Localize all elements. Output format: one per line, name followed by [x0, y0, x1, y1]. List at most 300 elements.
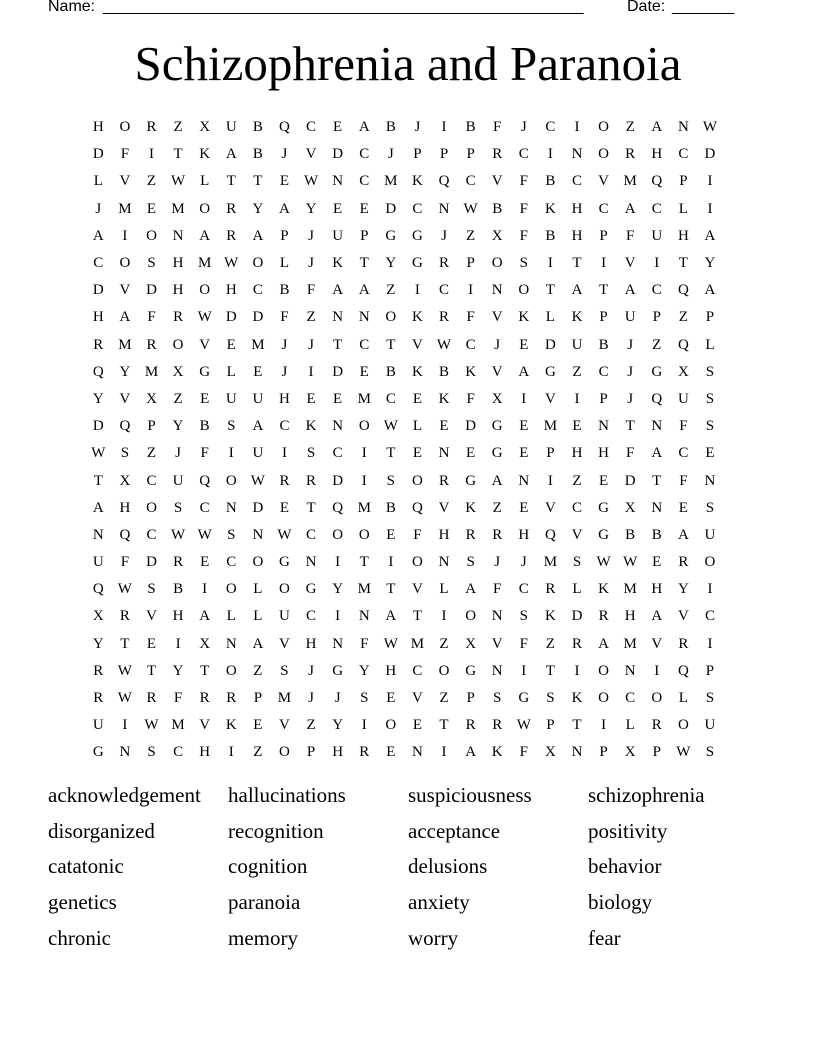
grid-letter: Y — [252, 200, 264, 217]
grid-letter: C — [571, 173, 582, 190]
grid-letter: C — [359, 173, 370, 190]
grid-letter: V — [412, 336, 423, 353]
grid-letter: R — [492, 526, 503, 543]
grid-letter: V — [279, 717, 290, 734]
grid-letter: K — [332, 255, 344, 272]
grid-letter: V — [119, 173, 131, 190]
grid-letter: H — [598, 445, 609, 462]
grid-letter: H — [571, 445, 583, 462]
grid-letter: Y — [92, 390, 104, 407]
grid-letter: W — [383, 418, 398, 435]
grid-letter: Z — [652, 336, 662, 353]
grid-letter: I — [308, 363, 314, 380]
grid-letter: H — [225, 282, 237, 299]
grid-letter: X — [624, 499, 636, 516]
grid-letter: Y — [172, 418, 184, 435]
grid-letter: P — [253, 690, 263, 707]
grid-letter: N — [225, 635, 237, 652]
grid-letter: C — [598, 200, 609, 217]
grid-letter: O — [598, 690, 609, 707]
grid-letter: Y — [704, 255, 716, 272]
grid-row — [85, 114, 723, 141]
grid-letter: R — [306, 472, 317, 489]
grid-letter: A — [518, 363, 530, 380]
grid-letter: U — [704, 717, 716, 734]
word-list-item: acknowledgement — [48, 783, 201, 807]
grid-letter: O — [146, 499, 157, 516]
grid-letter: V — [491, 173, 503, 190]
grid-letter: Q — [651, 390, 663, 407]
grid-letter: L — [412, 418, 422, 435]
word-list-item: anxiety — [408, 890, 470, 915]
grid-letter: L — [705, 336, 715, 353]
grid-letter: I — [547, 255, 553, 272]
grid-letter: A — [252, 227, 264, 244]
grid-letter: J — [334, 690, 341, 707]
grid-letter: V — [491, 363, 503, 380]
grid-letter: P — [652, 309, 661, 326]
grid-letter: N — [332, 173, 344, 190]
grid-letter: Z — [306, 309, 316, 326]
grid-letter: O — [199, 282, 211, 299]
grid-letter: B — [598, 336, 609, 353]
grid-letter: O — [385, 717, 397, 734]
grid-letter: S — [306, 445, 316, 462]
grid-row — [85, 223, 723, 250]
grid-letter: A — [358, 119, 370, 136]
grid-letter: Q — [544, 526, 556, 543]
grid-letter: G — [651, 363, 663, 380]
grid-letter: F — [466, 390, 475, 407]
grid-letter: Z — [545, 635, 555, 652]
grid-letter: Z — [466, 227, 476, 244]
grid-letter: K — [412, 309, 423, 326]
date-label: Date: — [627, 0, 666, 15]
grid-letter: Y — [385, 255, 397, 272]
grid-letter: G — [491, 418, 503, 435]
grid-letter: C — [412, 662, 423, 679]
grid-letter: H — [92, 119, 104, 136]
grid-letter: G — [598, 499, 609, 516]
grid-letter: I — [547, 472, 553, 489]
grid-letter: P — [466, 690, 475, 707]
grid-letter: I — [707, 173, 713, 190]
grid-letter: L — [226, 608, 236, 625]
word-list — [48, 780, 788, 958]
grid-letter: K — [412, 173, 423, 190]
grid-letter: C — [704, 608, 715, 625]
grid-letter: I — [468, 282, 474, 299]
grid-letter: D — [92, 282, 104, 299]
name-field[interactable]: ______________________________________________________ — [103, 0, 584, 15]
grid-letter: L — [93, 173, 103, 190]
grid-letter: G — [385, 227, 397, 244]
grid-letter: F — [147, 309, 156, 326]
grid-letter: J — [308, 662, 314, 679]
grid-letter: A — [92, 227, 104, 244]
grid-letter: J — [520, 554, 527, 571]
grid-letter: P — [679, 173, 688, 190]
grid-letter: A — [651, 445, 663, 462]
grid-row — [85, 739, 723, 766]
grid-letter: M — [623, 173, 637, 190]
grid-row — [85, 522, 723, 549]
grid-letter: P — [652, 744, 661, 761]
grid-letter: U — [624, 309, 636, 326]
grid-letter: E — [359, 363, 369, 380]
grid-letter: U — [279, 608, 290, 625]
grid-letter: J — [494, 554, 501, 571]
grid-letter: N — [518, 472, 530, 489]
grid-letter: Y — [172, 662, 184, 679]
grid-letter: U — [677, 390, 689, 407]
grid-letter: O — [252, 255, 264, 272]
grid-letter: T — [173, 146, 183, 163]
grid-letter: E — [386, 526, 396, 543]
grid-letter: D — [332, 472, 344, 489]
grid-letter: H — [571, 227, 583, 244]
grid-letter: D — [332, 363, 344, 380]
grid-letter: T — [386, 336, 396, 353]
grid-letter: E — [519, 418, 529, 435]
grid-letter: E — [146, 635, 157, 652]
grid-letter: O — [518, 282, 530, 299]
grid-letter: J — [308, 255, 314, 272]
grid-letter: T — [386, 581, 396, 598]
grid-letter: X — [92, 608, 104, 625]
grid-letter: F — [280, 309, 289, 326]
grid-letter: L — [439, 581, 449, 598]
grid-letter: S — [147, 581, 156, 598]
grid-letter: K — [225, 717, 237, 734]
grid-letter: F — [200, 445, 209, 462]
grid-letter: P — [546, 717, 555, 734]
grid-row — [85, 685, 723, 712]
grid-letter: R — [146, 336, 157, 353]
grid-letter: J — [387, 146, 394, 163]
grid-letter: M — [251, 336, 265, 353]
grid-letter: U — [172, 472, 184, 489]
grid-letter: N — [491, 608, 503, 625]
grid-letter: F — [120, 554, 130, 571]
grid-letter: O — [412, 554, 423, 571]
grid-letter: X — [199, 119, 211, 136]
grid-letter: Z — [146, 173, 157, 190]
grid-letter: A — [677, 526, 689, 543]
grid-letter: O — [332, 526, 344, 543]
grid-letter: W — [702, 119, 718, 136]
grid-letter: U — [651, 227, 663, 244]
grid-letter: C — [93, 255, 104, 272]
grid-letter: A — [279, 200, 290, 217]
grid-letter: C — [173, 744, 184, 761]
grid-letter: S — [493, 690, 502, 707]
grid-letter: N — [225, 499, 237, 516]
grid-letter: W — [117, 662, 132, 679]
grid-letter: G — [412, 255, 423, 272]
grid-letter: V — [491, 309, 503, 326]
grid-letter: A — [571, 282, 583, 299]
grid-letter: W — [623, 554, 638, 571]
grid-letter: W — [303, 173, 319, 190]
grid-letter: T — [359, 255, 369, 272]
grid-letter: A — [491, 472, 503, 489]
grid-row — [85, 495, 723, 522]
date-field[interactable]: _______ — [672, 0, 735, 15]
grid-letter: E — [466, 445, 476, 462]
grid-letter: H — [199, 744, 211, 761]
grid-letter: D — [624, 472, 636, 489]
grid-letter: Q — [119, 526, 131, 543]
grid-letter: R — [173, 309, 184, 326]
grid-letter: L — [279, 255, 290, 272]
grid-letter: W — [197, 526, 212, 543]
grid-letter: O — [385, 309, 397, 326]
grid-letter: I — [654, 662, 660, 679]
grid-letter: E — [200, 390, 210, 407]
grid-letter: G — [544, 363, 556, 380]
grid-letter: V — [119, 282, 131, 299]
grid-letter: E — [439, 418, 449, 435]
grid-letter: U — [571, 336, 583, 353]
grid-letter: I — [228, 445, 234, 462]
grid-letter: O — [252, 554, 264, 571]
grid-letter: J — [627, 363, 634, 380]
grid-row — [85, 467, 723, 494]
grid-letter: I — [202, 581, 208, 598]
grid-letter: J — [520, 119, 527, 136]
grid-letter: P — [466, 255, 475, 272]
grid-letter: N — [332, 418, 344, 435]
grid-letter: R — [226, 690, 237, 707]
grid-letter: F — [626, 227, 635, 244]
word-list-item: suspiciousness — [408, 783, 532, 807]
grid-letter: B — [385, 119, 396, 136]
grid-letter: X — [199, 635, 211, 652]
grid-letter: Z — [572, 363, 582, 380]
grid-row — [85, 277, 723, 304]
grid-letter: S — [705, 744, 715, 761]
grid-letter: R — [545, 581, 556, 598]
grid-letter: H — [518, 526, 530, 543]
grid-letter: R — [226, 200, 237, 217]
grid-letter: C — [385, 390, 396, 407]
grid-letter: I — [122, 227, 128, 244]
grid-letter: R — [279, 472, 290, 489]
grid-row — [85, 386, 723, 413]
grid-letter: J — [95, 200, 102, 217]
grid-letter: U — [92, 717, 104, 734]
grid-letter: R — [651, 717, 662, 734]
grid-letter: N — [677, 119, 689, 136]
grid-letter: Y — [92, 635, 104, 652]
grid-letter: M — [357, 581, 371, 598]
grid-letter: G — [305, 581, 317, 598]
grid-letter: Z — [146, 445, 157, 462]
grid-letter: E — [146, 200, 157, 217]
word-list-item: biology — [588, 890, 653, 915]
grid-letter: N — [412, 744, 423, 761]
grid-letter: D — [385, 200, 397, 217]
grid-letter: T — [625, 418, 635, 435]
grid-letter: I — [574, 662, 580, 679]
grid-letter: E — [253, 363, 263, 380]
grid-letter: W — [117, 690, 132, 707]
grid-letter: I — [175, 635, 181, 652]
grid-letter: W — [197, 309, 212, 326]
grid-letter: C — [199, 499, 210, 516]
grid-letter: K — [305, 418, 317, 435]
grid-letter: K — [412, 363, 423, 380]
grid-letter: A — [385, 608, 397, 625]
grid-letter: Q — [677, 662, 689, 679]
grid-letter: X — [465, 635, 477, 652]
grid-letter: C — [252, 282, 263, 299]
grid-letter: N — [624, 662, 636, 679]
grid-letter: I — [228, 744, 234, 761]
grid-letter: X — [146, 390, 157, 407]
grid-row — [85, 359, 723, 386]
grid-letter: F — [519, 635, 528, 652]
grid-letter: Y — [332, 717, 344, 734]
grid-letter: B — [252, 119, 263, 136]
grid-letter: C — [518, 146, 529, 163]
grid-letter: X — [119, 472, 131, 489]
grid-letter: O — [358, 418, 370, 435]
grid-letter: A — [199, 227, 211, 244]
grid-letter: E — [333, 390, 343, 407]
grid-letter: M — [144, 363, 159, 380]
grid-letter: I — [361, 717, 367, 734]
grid-letter: Z — [572, 472, 582, 489]
word-list-item: recognition — [228, 818, 324, 843]
grid-letter: H — [305, 635, 317, 652]
grid-letter: F — [519, 200, 528, 217]
grid-letter: W — [250, 472, 265, 489]
grid-letter: W — [516, 717, 531, 734]
grid-letter: M — [410, 635, 425, 652]
grid-letter: V — [199, 336, 211, 353]
grid-letter: L — [678, 200, 688, 217]
grid-letter: T — [359, 554, 369, 571]
grid-letter: Q — [438, 173, 450, 190]
grid-letter: H — [438, 526, 450, 543]
grid-letter: F — [679, 472, 688, 489]
grid-letter: E — [279, 173, 290, 190]
grid-letter: E — [572, 418, 582, 435]
grid-row — [85, 658, 723, 685]
grid-letter: H — [92, 309, 104, 326]
grid-letter: M — [543, 554, 558, 571]
grid-letter: A — [92, 499, 104, 516]
grid-letter: T — [93, 472, 103, 489]
grid-letter: W — [117, 581, 132, 598]
grid-letter: P — [280, 227, 289, 244]
grid-letter: G — [465, 472, 477, 489]
grid-letter: T — [678, 255, 688, 272]
grid-letter: O — [199, 200, 211, 217]
grid-letter: F — [519, 173, 528, 190]
grid-letter: R — [93, 690, 104, 707]
grid-letter: O — [651, 690, 663, 707]
grid-letter: N — [438, 445, 450, 462]
grid-letter: Q — [651, 173, 663, 190]
grid-letter: W — [170, 526, 186, 543]
grid-letter: N — [651, 499, 663, 516]
grid-letter: B — [492, 200, 503, 217]
grid-letter: O — [172, 336, 184, 353]
grid-letter: F — [519, 227, 528, 244]
grid-letter: C — [651, 282, 662, 299]
grid-row — [85, 196, 723, 223]
grid-letter: M — [384, 173, 398, 190]
grid-letter: V — [491, 635, 503, 652]
grid-letter: I — [707, 581, 713, 598]
grid-letter: I — [388, 554, 394, 571]
grid-row — [85, 712, 723, 739]
grid-letter: A — [465, 581, 477, 598]
grid-letter: N — [491, 282, 503, 299]
grid-letter: E — [333, 200, 343, 217]
grid-letter: I — [361, 472, 367, 489]
grid-row — [85, 250, 723, 277]
grid-letter: O — [119, 119, 131, 136]
grid-letter: J — [627, 390, 634, 407]
grid-letter: B — [545, 173, 556, 190]
grid-letter: H — [279, 390, 290, 407]
grid-letter: A — [199, 608, 211, 625]
grid-letter: I — [601, 717, 607, 734]
grid-row — [85, 603, 723, 630]
grid-letter: Y — [358, 662, 370, 679]
grid-letter: D — [146, 554, 157, 571]
grid-letter: C — [678, 445, 689, 462]
grid-letter: C — [279, 418, 290, 435]
grid-letter: A — [358, 282, 370, 299]
grid-letter: C — [465, 336, 476, 353]
grid-letter: C — [412, 200, 423, 217]
grid-letter: I — [601, 255, 607, 272]
grid-letter: X — [172, 363, 184, 380]
grid-letter: R — [465, 717, 476, 734]
grid-letter: I — [361, 445, 367, 462]
grid-letter: T — [572, 717, 582, 734]
page-title: Schizophrenia and Paranoia — [134, 36, 682, 91]
grid-letter: Z — [492, 499, 502, 516]
grid-letter: W — [463, 200, 478, 217]
grid-letter: V — [119, 390, 131, 407]
grid-letter: W — [436, 336, 452, 353]
grid-letter: G — [279, 554, 290, 571]
grid-letter: M — [198, 255, 212, 272]
grid-letter: C — [146, 472, 157, 489]
grid-letter: A — [598, 635, 609, 652]
grid-letter: S — [147, 744, 156, 761]
grid-letter: B — [651, 526, 662, 543]
grid-letter: H — [651, 581, 663, 598]
word-list-item: fear — [588, 925, 621, 950]
grid-letter: Q — [677, 336, 689, 353]
grid-letter: K — [199, 146, 211, 163]
grid-letter: H — [332, 744, 344, 761]
word-list-item: hallucinations — [228, 783, 346, 807]
grid-letter: Q — [92, 581, 104, 598]
word-list-item: worry — [408, 925, 459, 950]
grid-letter: S — [519, 255, 528, 272]
grid-letter: Q — [92, 363, 104, 380]
grid-letter: D — [704, 146, 716, 163]
grid-letter: O — [598, 119, 609, 136]
